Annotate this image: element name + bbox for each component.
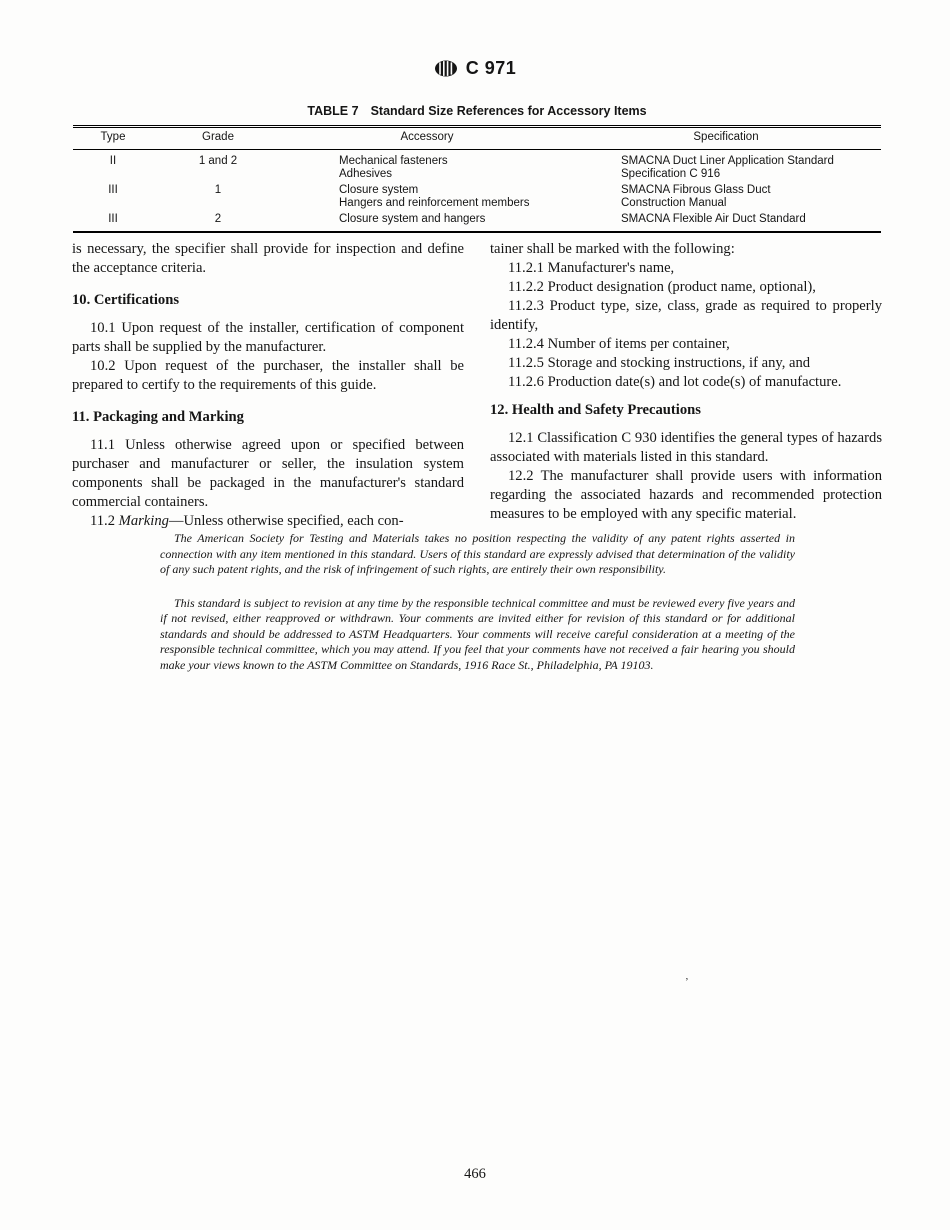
cell-type: II xyxy=(109,154,117,167)
document-header xyxy=(0,58,950,79)
section-heading-10: 10. Certifications xyxy=(72,292,179,308)
paragraph-text: —Unless otherwise specified, each con- xyxy=(168,513,404,529)
left-column xyxy=(72,240,464,531)
cell-line: Hangers and reinforcement members xyxy=(339,197,530,209)
cell-accessory xyxy=(283,149,571,183)
cell-specification xyxy=(571,212,881,233)
cell-line: SMACNA Duct Liner Application Standard xyxy=(621,154,834,167)
cell-type: III xyxy=(108,212,118,225)
list-item-11-2-3: 11.2.3 Product type, size, class, grade as required to properly identify, xyxy=(490,298,882,333)
cell-specification xyxy=(571,183,881,212)
column-header-accessory: Accessory xyxy=(283,127,571,150)
table-title xyxy=(73,104,881,118)
cell-line: Mechanical fasteners xyxy=(339,154,448,167)
accessory-reference-table xyxy=(73,125,881,233)
list-item-11-2-5: 11.2.5 Storage and stocking instructions, if any, and xyxy=(508,355,811,371)
cell-accessory xyxy=(283,183,571,212)
document-code: C 971 xyxy=(465,58,517,78)
right-column xyxy=(490,240,882,524)
paragraph-continuation: is necessary, the specifier shall provide for inspection and define the acceptance criteria. xyxy=(72,241,464,276)
paragraph-12-1: 12.1 Classification C 930 identifies the general types of hazards associated with materials listed in this standard. xyxy=(490,430,882,465)
section-heading-12: 12. Health and Safety Precautions xyxy=(490,402,701,418)
cell-accessory xyxy=(283,212,571,233)
astm-logo-icon xyxy=(434,60,458,77)
legal-notes xyxy=(160,531,795,673)
marking-term: Marking xyxy=(118,513,169,529)
table-row xyxy=(73,183,881,212)
paragraph-12-2: 12.2 The manufacturer shall provide users with information regarding the associated hazards and recommended protection measures to be employed with any specific material. xyxy=(490,468,882,522)
table-row xyxy=(73,212,881,233)
cell-line: SMACNA Fibrous Glass Duct xyxy=(621,183,771,196)
list-item-11-2-2: 11.2.2 Product designation (product name, optional), xyxy=(508,279,816,295)
cell-specification xyxy=(571,149,881,183)
cell-line: Closure system xyxy=(339,183,419,196)
paragraph-10-2: 10.2 Upon request of the purchaser, the installer shall be prepared to certify to the requirements of this guide. xyxy=(72,358,464,393)
table-header-row xyxy=(73,127,881,150)
cell-grade: 2 xyxy=(214,212,222,225)
cell-type: III xyxy=(108,183,118,196)
revision-notice: This standard is subject to revision at any time by the responsible technical committee and must be reviewed every five years and if not revised, either reapproved or withdrawn. Your comments are invited either for revision of this standard or for additional standards and should be addressed to ASTM Headquarters. Your comments will receive careful consideration at a meeting of the responsible technical committee, which you may attend. If you feel that your comments have not received a fair hearing you should make your views known to the ASTM Committee on Standards, 1916 Race St., Philadelphia, PA 19103. xyxy=(160,595,795,672)
patent-disclaimer: The American Society for Testing and Materials takes no position respecting the validity of any patent rights asserted in connection with any item mentioned in this standard. Users of this standard are expressly advised that determination of the validity of any such patent rights, and the risk of infringement of such rights, are entirely their own responsibility. xyxy=(160,531,795,576)
table-row xyxy=(73,149,881,183)
paragraph-10-1: 10.1 Upon request of the installer, certification of component parts shall be supplied by the manufacturer. xyxy=(72,320,464,355)
cell-line: SMACNA Flexible Air Duct Standard xyxy=(621,212,806,225)
list-item-11-2-6: 11.2.6 Production date(s) and lot code(s) of manufacture. xyxy=(508,374,842,390)
section-heading-11: 11. Packaging and Marking xyxy=(72,409,244,425)
table-7-section xyxy=(73,104,881,233)
column-header-type: Type xyxy=(73,127,153,150)
table-number-label: TABLE 7 xyxy=(307,104,359,118)
paragraph-11-2 xyxy=(72,512,464,531)
cell-line: Construction Manual xyxy=(621,197,727,209)
column-header-grade: Grade xyxy=(153,127,283,150)
cell-grade: 1 and 2 xyxy=(198,154,238,167)
page-number: 466 xyxy=(464,1166,486,1182)
scan-artifact-mark: ’ xyxy=(685,976,689,988)
cell-grade: 1 xyxy=(214,183,222,196)
column-header-specification: Specification xyxy=(571,127,881,150)
cell-line: Closure system and hangers xyxy=(339,212,486,225)
table-caption: Standard Size References for Accessory Items xyxy=(370,104,647,118)
list-item-11-2-4: 11.2.4 Number of items per container, xyxy=(508,336,730,352)
list-item-11-2-1: 11.2.1 Manufacturer's name, xyxy=(508,260,675,276)
cell-line: Adhesives xyxy=(339,168,393,180)
paragraph-11-1: 11.1 Unless otherwise agreed upon or specified between purchaser and manufacturer or seller, the insulation system components shall be packaged in the manufacturer's standard commercial containers. xyxy=(72,437,464,510)
cell-line: Specification C 916 xyxy=(621,168,721,180)
paragraph-number: 11.2 xyxy=(90,513,119,529)
paragraph-continuation: tainer shall be marked with the following: xyxy=(490,241,735,257)
